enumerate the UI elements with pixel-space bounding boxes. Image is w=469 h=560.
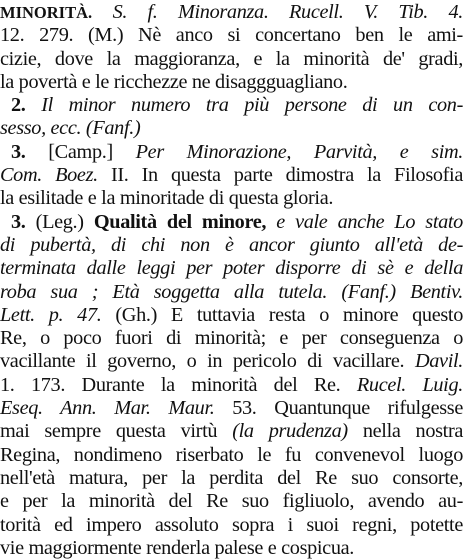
quote-text: Nè anco si concertano ben le ami- bbox=[138, 24, 463, 47]
quote-text: vacillante il governo, o in pericolo di vacillare. bbox=[0, 350, 405, 373]
source-abbr: (Fanf.) bbox=[85, 117, 141, 140]
sense-4-line-2: di pubertà, di chi non è ancor giunto all'età de- bbox=[0, 233, 463, 256]
sense-2-line-2 bbox=[0, 117, 463, 140]
entry-line-1 bbox=[0, 1, 463, 24]
sense-3-line-2 bbox=[0, 164, 463, 187]
sense-4-line-7 bbox=[0, 350, 463, 373]
sense-4-line-3: terminata dalle leggi per poter disporre di sè e della bbox=[0, 257, 463, 280]
sense-definition-bold: Qualità del minore, bbox=[93, 210, 267, 233]
sense-4-line-11: Regina, nondimeno riserbato le fu convenevol luogo bbox=[0, 443, 463, 466]
source-citation: Com. Boez. bbox=[0, 164, 98, 187]
sense-3-line-3: la esilitade e la minoritade di questa gloria. bbox=[0, 187, 334, 210]
sense-2-line-1 bbox=[0, 94, 463, 117]
sense-4-line-10 bbox=[0, 420, 463, 443]
sense-4-line-1 bbox=[0, 211, 463, 234]
sense-4-line-13: e per la minorità del Re suo figliuolo, avendo au- bbox=[0, 490, 463, 513]
sense-definition: Per Minorazione, Parvità, e sim. bbox=[135, 140, 463, 163]
quote-text: II. In questa parte dimostra la Filosofia bbox=[110, 164, 463, 187]
source-citation: Lett. p. 47. bbox=[0, 303, 102, 326]
quote-italic: (la prudenza) bbox=[232, 420, 348, 443]
entry-line-2 bbox=[0, 24, 463, 47]
source-citation: Bentiv. bbox=[410, 280, 463, 303]
sense-definition: e vale anche Lo stato bbox=[276, 210, 463, 233]
sense-4-line-9 bbox=[0, 397, 463, 420]
source-citation: Rucel. Luig. bbox=[356, 373, 463, 396]
citation-numbers: 12. 279. bbox=[0, 24, 74, 47]
quote-text: E tuttavia resta o minore questo bbox=[170, 303, 463, 326]
entry-line-4: la povertà e le ricchezze ne disaggguagliano. bbox=[0, 70, 348, 93]
sense-4-line-6: Re, o poco fuori di minorità; e per conseguenza o bbox=[0, 327, 463, 350]
source-abbr: (Gh.) bbox=[115, 303, 158, 326]
source-abbr: (Fanf.) bbox=[341, 280, 396, 303]
sense-number: 3. bbox=[11, 140, 26, 163]
source-citation: Rucell. V. Tib. 4. bbox=[289, 1, 463, 23]
sense-definition-cont: roba sua ; Età soggetta alla tutela. bbox=[0, 280, 328, 303]
sense-4-line-14: torità ed impero assoluto sopra i suoi regni, potette bbox=[0, 513, 463, 536]
sense-tag: (Leg.) bbox=[35, 210, 84, 233]
quote-text: mai sempre questa virtù bbox=[0, 420, 218, 443]
sense-3-line-1 bbox=[0, 141, 463, 164]
source-citation: Davil. bbox=[414, 350, 463, 373]
quote-text: nella nostra bbox=[362, 420, 463, 443]
definition: Minoranza. bbox=[177, 1, 269, 23]
sense-definition-cont: sesso, ecc. bbox=[0, 117, 82, 140]
sense-4-line-4 bbox=[0, 281, 463, 304]
sense-definition: Il minor numero tra più persone di un con- bbox=[41, 94, 463, 117]
entry-line-3: cizie, dove la maggioranza, e la minorità de' gradi, bbox=[0, 47, 463, 70]
headword: MINORITÀ. bbox=[0, 3, 93, 22]
sense-number: 2. bbox=[11, 94, 26, 117]
sense-4-line-8 bbox=[0, 374, 463, 397]
source-citation: Eseq. Ann. Mar. Maur. bbox=[0, 397, 215, 420]
source-abbr: (M.) bbox=[88, 24, 124, 47]
sense-number: 3. bbox=[11, 210, 26, 233]
sense-tag: [Camp.] bbox=[48, 140, 113, 163]
sense-4-line-12: nell'età matura, per la perdita del Re suo consorte, bbox=[0, 466, 463, 489]
quote-text: 53. Quantunque rifulgesse bbox=[232, 397, 463, 420]
quote-text: 1. 173. Durante la minorità del Re. bbox=[0, 373, 341, 396]
sense-4-line-5 bbox=[0, 304, 463, 327]
grammar-label: S. f. bbox=[112, 1, 158, 23]
sense-4-line-15: vie maggiormente renderla palese e cospicua. bbox=[0, 536, 355, 559]
